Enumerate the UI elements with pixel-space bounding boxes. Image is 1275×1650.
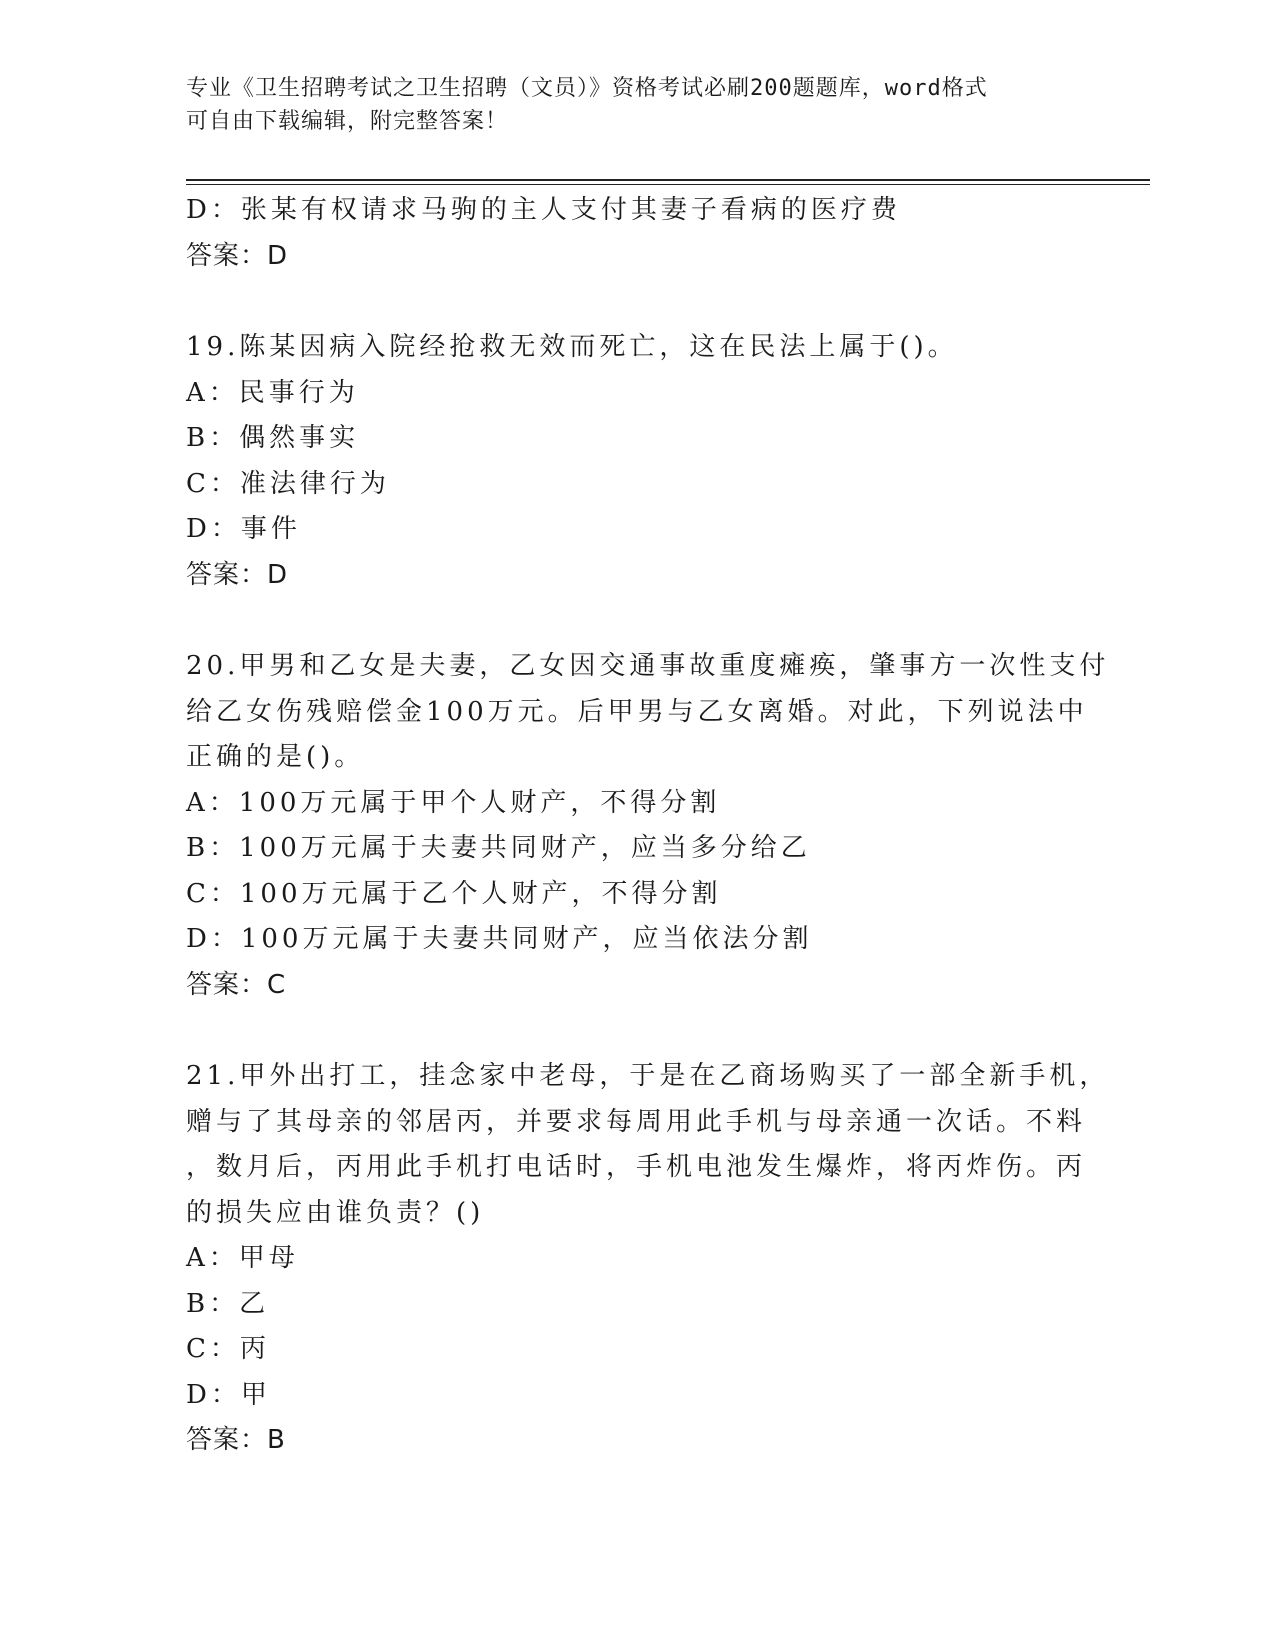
question-21	[186, 1054, 1110, 1464]
header-line-1: 专业《卫生招聘考试之卫生招聘（文员）》资格考试必刷200题题库，word格式	[186, 76, 988, 101]
option-a: A：甲母	[186, 1243, 299, 1273]
option-d: D：100万元属于夫妻共同财产，应当依法分割	[186, 924, 813, 954]
question-stem: 21.甲外出打工，挂念家中老母，于是在乙商场购买了一部全新手机，	[186, 1061, 1110, 1091]
answer: 答案：B	[186, 1425, 286, 1455]
header-line-2: 可自由下载编辑，附完整答案！	[186, 109, 509, 134]
spacer	[186, 279, 1086, 325]
question-20	[186, 644, 1110, 1008]
option-d-continued: D：张某有权请求马驹的主人支付其妻子看病的医疗费	[186, 195, 901, 225]
question-stem: ，数月后，丙用此手机打电话时，手机电池发生爆炸，将丙炸伤。丙	[186, 1152, 1087, 1182]
option-b: B：乙	[186, 1288, 270, 1319]
question-19	[186, 325, 1086, 598]
option-c: C：准法律行为	[186, 468, 390, 499]
option-d: D：甲	[186, 1379, 271, 1410]
option-c: C：100万元属于乙个人财产，不得分割	[186, 878, 722, 909]
question-stem: 的损失应由谁负责？()	[186, 1197, 485, 1228]
document-header	[186, 72, 1086, 138]
header-divider-thin	[186, 184, 1150, 185]
option-b: B：100万元属于夫妻共同财产，应当多分给乙	[186, 833, 811, 863]
option-b: B：偶然事实	[186, 423, 360, 453]
question-stem: 20.甲男和乙女是夫妻，乙女因交通事故重度瘫痪，肇事方一次性支付	[186, 651, 1110, 681]
option-a: A：民事行为	[186, 377, 359, 408]
spacer	[186, 598, 1086, 644]
document-body	[186, 188, 1110, 1464]
option-d: D：事件	[186, 514, 301, 544]
question-stem: 给乙女伤残赔偿金100万元。后甲男与乙女离婚。对此，下列说法中	[186, 696, 1088, 727]
answer-continued: 答案：D	[186, 240, 289, 271]
answer: 答案：C	[186, 969, 287, 1000]
question-stem: 赠与了其母亲的邻居丙，并要求每周用此手机与母亲通一次话。不料	[186, 1106, 1087, 1137]
header-divider-thick	[186, 179, 1150, 181]
spacer	[186, 1008, 1086, 1054]
option-a: A：100万元属于甲个人财产，不得分割	[186, 787, 721, 818]
option-c: C：丙	[186, 1334, 270, 1364]
question-stem: 正确的是()。	[186, 742, 365, 772]
answer: 答案：D	[186, 559, 289, 590]
question-stem: 19.陈某因病入院经抢救无效而死亡，这在民法上属于()。	[186, 332, 958, 362]
